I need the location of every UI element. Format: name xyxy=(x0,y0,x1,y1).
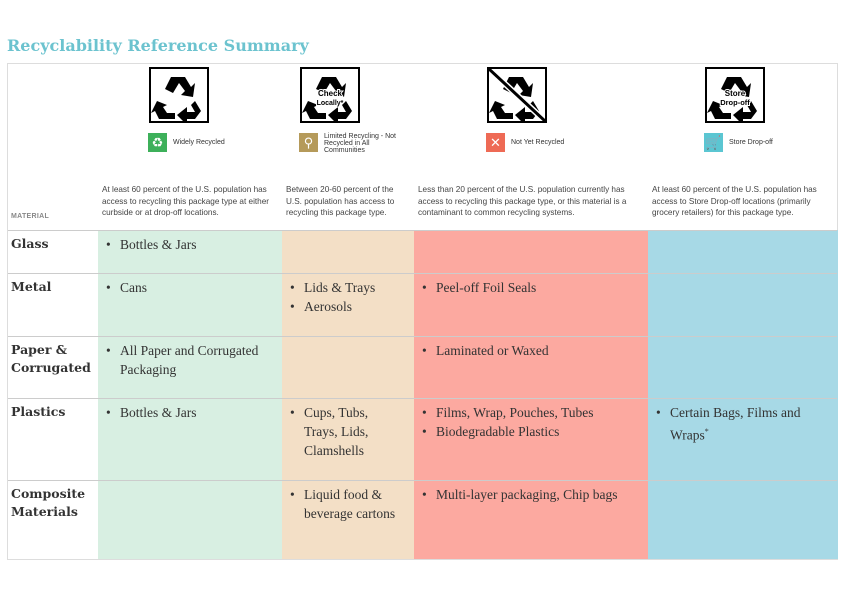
list-item-text: Bottles & Jars xyxy=(120,237,197,252)
list-item-text: Cups, Tubs, Trays, Lids, Clamshells xyxy=(304,405,369,458)
list-item xyxy=(290,297,402,316)
legend-label: Not Yet Recycled xyxy=(511,139,565,146)
material-name: Composite Materials xyxy=(11,486,86,519)
list-item-text: Aerosols xyxy=(304,299,352,314)
svg-text:Drop-off: Drop-off xyxy=(720,98,750,107)
widely-recycled-symbol-icon xyxy=(149,67,209,123)
table-row xyxy=(8,230,837,274)
list-item-text: Biodegradable Plastics xyxy=(436,424,560,439)
limited-recycling-description: Between 20-60 percent of the U.S. population has access to recycling this package type. xyxy=(286,185,395,217)
list-item-text: Multi-layer packaging, Chip bags xyxy=(436,487,618,502)
list-item-text: Lids & Trays xyxy=(304,280,376,295)
widely-recycled-cell xyxy=(106,278,270,297)
not-yet-recycled-cell xyxy=(422,341,636,360)
list-item xyxy=(106,403,270,422)
list-item xyxy=(106,235,270,254)
list-item xyxy=(422,341,636,360)
widely-recycled-legend-icon: ♻ xyxy=(148,133,167,152)
list-item-text: Laminated or Waxed xyxy=(436,343,549,358)
list-item xyxy=(422,422,636,441)
not-yet-recycled-symbol-icon xyxy=(487,67,547,123)
not-yet-recycled-description: Less than 20 percent of the U.S. population currently has access to recycling this package type, or this material is a contaminant to common recycling systems. xyxy=(418,185,627,217)
table-row xyxy=(8,398,837,481)
list-item-text: Peel-off Foil Seals xyxy=(436,280,537,295)
table-row xyxy=(8,273,837,337)
limited-recycling-legend-icon: ⚲ xyxy=(299,133,318,152)
list-item xyxy=(422,278,636,297)
list-item-text: Liquid food & beverage cartons xyxy=(304,487,396,521)
store-drop-off-cell xyxy=(656,403,826,445)
material-name: Plastics xyxy=(11,404,66,419)
material-name: Paper & Corrugated xyxy=(11,342,91,375)
svg-text:Store: Store xyxy=(724,89,746,98)
not-yet-recycled-legend xyxy=(486,133,586,152)
table-row xyxy=(8,480,837,562)
page-title: Recyclability Reference Summary xyxy=(7,36,309,55)
list-item xyxy=(290,485,402,523)
svg-text:Locally*: Locally* xyxy=(316,100,344,107)
widely-recycled-legend xyxy=(148,133,248,152)
store-drop-off-legend xyxy=(704,133,804,152)
limited-recycling-cell xyxy=(290,485,402,523)
store-drop-off-legend-icon: 🛒 xyxy=(705,135,722,150)
table-row xyxy=(8,336,837,399)
not-yet-recycled-cell xyxy=(422,485,636,504)
limited-recycling-symbol-icon xyxy=(300,67,360,123)
list-item xyxy=(422,403,636,422)
list-item xyxy=(290,278,402,297)
limited-recycling-cell xyxy=(290,278,402,316)
limited-recycling-legend xyxy=(299,133,399,154)
list-item-text: Bottles & Jars xyxy=(120,405,197,420)
material-name: Glass xyxy=(11,236,49,251)
list-item xyxy=(290,403,402,460)
legend-label: Widely Recycled xyxy=(173,139,225,146)
widely-recycled-description: At least 60 percent of the U.S. population has access to recycling this package type at either curbside or at drop-off locations. xyxy=(102,185,270,217)
limited-recycling-cell xyxy=(290,403,402,460)
footnote-mark: * xyxy=(704,427,709,436)
not-yet-recycled-cell xyxy=(422,278,636,297)
recyclability-table xyxy=(7,63,838,560)
list-item-text: Certain Bags, Films and Wraps xyxy=(670,405,801,443)
material-name: Metal xyxy=(11,279,52,294)
svg-text:Check: Check xyxy=(317,89,343,98)
widely-recycled-cell xyxy=(106,235,270,254)
list-item-text: Films, Wrap, Pouches, Tubes xyxy=(436,405,594,420)
list-item-text: All Paper and Corrugated Packaging xyxy=(120,343,259,377)
widely-recycled-cell xyxy=(106,341,270,379)
legend-label: Limited Recycling - Not Recycled in All Communities xyxy=(324,133,396,154)
widely-recycled-cell xyxy=(106,403,270,422)
material-header: MATERIAL xyxy=(11,213,50,220)
store-drop-off-description: At least 60 percent of the U.S. population has access to Store Drop-off locations (primarily grocery retailers) for this package type. xyxy=(652,185,817,217)
list-item-text: Cans xyxy=(120,280,147,295)
list-item xyxy=(422,485,636,504)
list-item xyxy=(656,403,826,445)
list-item xyxy=(106,278,270,297)
store-drop-off-symbol-icon xyxy=(705,67,765,123)
not-yet-recycled-legend-icon: ✕ xyxy=(486,133,505,152)
list-item xyxy=(106,341,270,379)
legend-label: Store Drop-off xyxy=(729,139,773,146)
not-yet-recycled-cell xyxy=(422,403,636,441)
